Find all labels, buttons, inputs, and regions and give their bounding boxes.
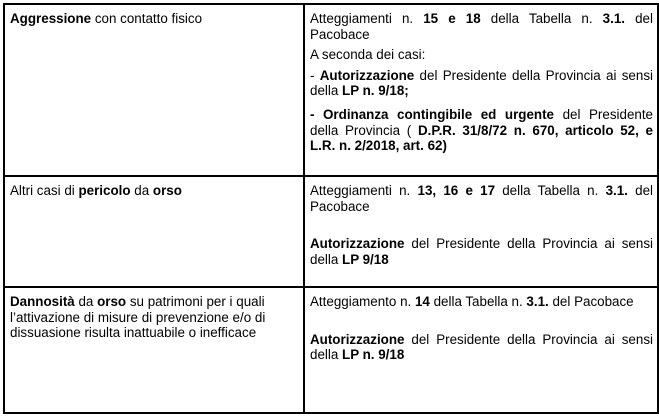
measure-paragraph: Atteggiamento n. 14 della Tabella n. 3.1. del Pacobace [310, 294, 634, 309]
table-row [4, 287, 658, 413]
measure-paragraph: A seconda dei casi: [310, 47, 426, 63]
case-cell-dannosita [4, 287, 304, 413]
case-text: con contatto fisico [91, 11, 203, 26]
case-keyword: Aggressione [10, 11, 92, 26]
measure-paragraph: - Ordinanza contingibile ed urgente del Presidente della Provincia ( D.P.R. 31/8/72 n. 670, articolo 52, e L.R. n. 2/2018, art. 62) [310, 106, 654, 154]
case-cell-aggressione [4, 4, 304, 176]
case-description: Altri casi di pericolo da orso [10, 183, 182, 198]
measure-paragraph: Autorizzazione del Presidente della Provincia ai sensi della LP 9/18 [310, 236, 653, 267]
table-row [4, 4, 658, 176]
case-description [10, 11, 299, 27]
table-row [4, 176, 658, 287]
case-cell-pericolo [4, 176, 304, 287]
measures-table [3, 3, 659, 414]
measure-paragraph: - Autorizzazione del Presidente della Provincia ai sensi della LP n. 9/18; [310, 67, 653, 99]
case-description: Dannosità da orso su patrimoni per i quali l’attivazione di misure di prevenzione e/o di dissuasione risulta inattuabile o inefficace [10, 294, 266, 341]
measure-cell-pericolo [304, 176, 658, 287]
measure-paragraph: Atteggiamenti n. 13, 16 e 17 della Tabella n. 3.1. del Pacobace [310, 183, 653, 214]
measure-cell-dannosita [304, 287, 658, 413]
measure-cell-aggressione [304, 4, 658, 176]
measure-paragraph: Atteggiamenti n. 15 e 18 della Tabella n. 3.1. del Pacobace [310, 11, 653, 42]
measure-paragraph: Autorizzazione del Presidente della Provincia ai sensi della LP n. 9/18 [310, 331, 653, 363]
